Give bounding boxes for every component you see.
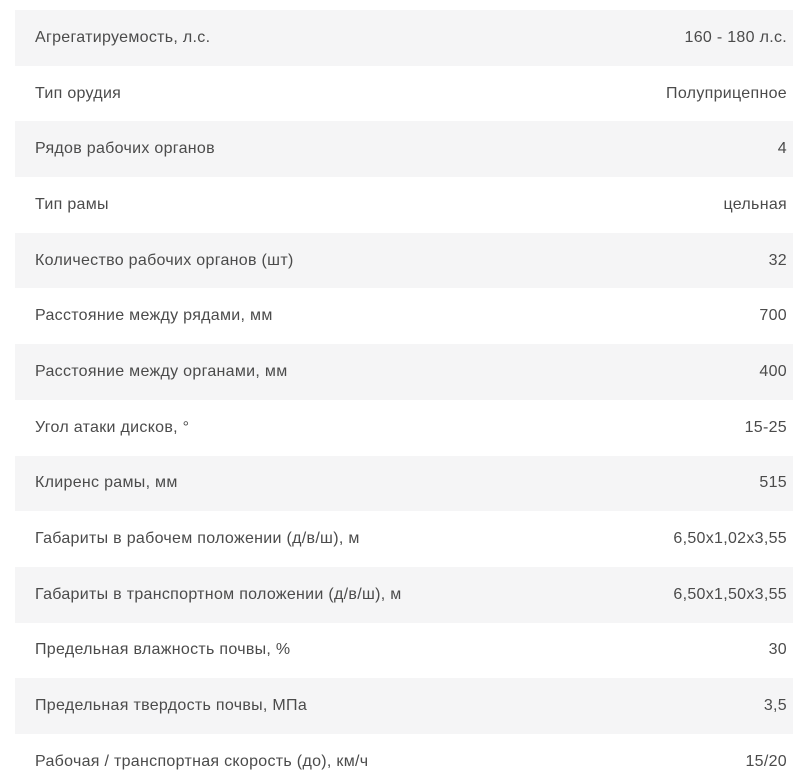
spec-table-row [15,511,793,567]
spec-value: 15-25 [744,418,787,436]
spec-label: Расстояние между рядами, мм [35,307,273,325]
spec-value: 160 - 180 л.с. [684,28,787,46]
spec-table-row [15,177,793,233]
spec-table-row [15,121,793,177]
spec-label: Габариты в транспортном положении (д/в/ш), м [35,585,402,603]
spec-table-row [15,734,793,781]
spec-label: Рядов рабочих органов [35,140,215,158]
spec-value: 15/20 [745,752,787,770]
spec-value: 700 [759,307,787,325]
spec-label: Предельная твердость почвы, МПа [35,697,308,715]
spec-label: Угол атаки дисков, ° [35,418,190,436]
spec-label: Тип орудия [35,84,122,102]
spec-label: Габариты в рабочем положении (д/в/ш), м [35,530,360,548]
spec-label: Клиренс рамы, мм [35,474,178,492]
spec-label: Количество рабочих органов (шт) [35,251,294,269]
spec-table-row [15,233,793,289]
spec-label: Рабочая / транспортная скорость (до), км/ч [35,752,369,770]
spec-table-row [15,10,793,66]
spec-table-row [15,66,793,122]
spec-value: цельная [723,195,787,213]
spec-label: Расстояние между органами, мм [35,362,288,380]
spec-table-row [15,456,793,512]
spec-table-row [15,400,793,456]
spec-table-row [15,567,793,623]
spec-table-row [15,623,793,679]
spec-value: Полуприцепное [666,84,787,102]
spec-value: 6,50х1,02х3,55 [673,530,787,548]
spec-label: Тип рамы [35,195,109,213]
spec-value: 6,50х1,50х3,55 [673,585,787,603]
spec-value: 30 [768,641,787,659]
spec-value: 32 [768,251,787,269]
spec-label: Предельная влажность почвы, % [35,641,291,659]
spec-value: 4 [777,140,787,158]
spec-value: 400 [759,362,787,380]
spec-value: 515 [759,474,787,492]
spec-value: 3,5 [763,697,787,715]
spec-table-row [15,344,793,400]
spec-table-row [15,678,793,734]
spec-table-row [15,288,793,344]
spec-label: Агрегатируемость, л.с. [35,28,211,46]
